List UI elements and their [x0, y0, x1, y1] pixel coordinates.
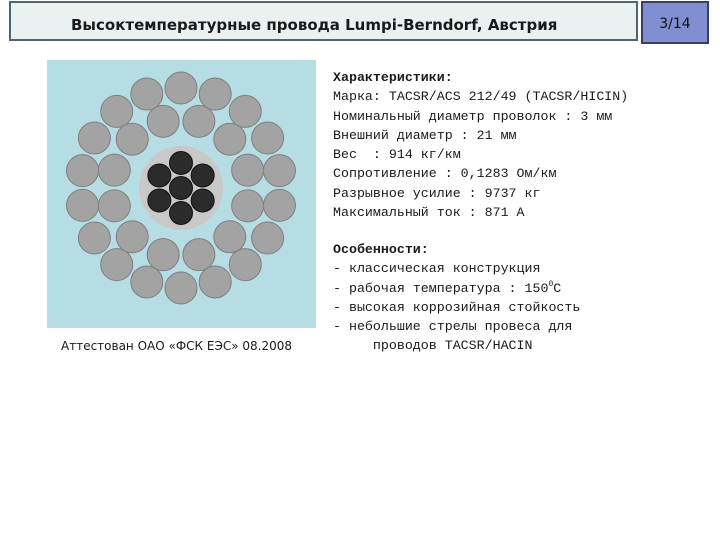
outer-wire: [229, 249, 261, 281]
characteristics-block: [333, 68, 628, 222]
middle-wire: [116, 221, 148, 253]
middle-wire: [183, 239, 215, 271]
spec-weight: Вес : 914 кг/км: [333, 147, 461, 163]
core-wire: [170, 202, 193, 225]
temperature-unit: С: [553, 280, 562, 296]
middle-wire: [98, 190, 130, 222]
outer-wire: [67, 189, 99, 221]
cable-cross-section-icon: [47, 60, 316, 328]
outer-wire: [78, 222, 110, 254]
outer-wire: [131, 266, 163, 298]
core-wire: [170, 152, 193, 175]
feature-low-sag: - небольшие стрелы провеса для: [333, 319, 573, 335]
feature-operating-temperature: [333, 279, 580, 298]
cable-cross-section-figure: [47, 60, 316, 328]
core-wire: [148, 164, 171, 187]
page-indicator: 3/14: [659, 16, 691, 32]
middle-wire: [147, 105, 179, 137]
feature-low-sag-continued: проводов TACSR/HACIN: [333, 338, 533, 354]
middle-wire: [232, 190, 264, 222]
features-heading: Особенности:: [333, 242, 429, 257]
spec-wire-diameter: Номинальный диаметр проволок : 3 мм: [333, 108, 613, 124]
outer-wire: [263, 189, 295, 221]
spec-breaking-force: Разрывное усилие : 9737 кг: [333, 185, 541, 201]
outer-wire: [263, 155, 295, 187]
spec-brand: Марка: TACSR/ACS 212/49 (TACSR/HICIN): [333, 89, 629, 105]
page-indicator-box: [641, 1, 709, 44]
outer-wire: [101, 249, 133, 281]
spec-outer-diameter: Внешний диаметр : 21 мм: [333, 127, 517, 143]
outer-wire: [67, 155, 99, 187]
spec-resistance: Сопротивление : 0,1283 Ом/км: [333, 166, 557, 182]
outer-wire: [131, 78, 163, 110]
outer-wire: [229, 95, 261, 127]
outer-wire: [78, 122, 110, 154]
middle-wire: [232, 154, 264, 186]
middle-wire: [214, 123, 246, 155]
middle-wire: [98, 154, 130, 186]
core-wire: [148, 189, 171, 212]
figure-caption: Аттестован ОАО «ФСК ЕЭС» 08.2008: [61, 339, 293, 353]
spec-max-current: Максимальный ток : 871 А: [333, 205, 525, 221]
core-wire: [191, 189, 214, 212]
middle-wire: [147, 239, 179, 271]
features-block: [333, 240, 580, 356]
middle-wire: [214, 221, 246, 253]
outer-wire: [199, 78, 231, 110]
outer-wire: [252, 222, 284, 254]
outer-wire: [165, 72, 197, 104]
middle-wire: [116, 123, 148, 155]
temperature-prefix: - рабочая температура : 150: [333, 280, 549, 296]
core-wire: [191, 164, 214, 187]
characteristics-heading: Характеристики:: [333, 70, 453, 85]
temperature-degree: 0: [548, 279, 554, 289]
middle-wire: [183, 105, 215, 137]
feature-corrosion-resistance: - высокая коррозийная стойкость: [333, 299, 581, 315]
feature-classic-design: - классическая конструкция: [333, 261, 541, 277]
outer-wire: [165, 272, 197, 304]
title-bar: [9, 1, 638, 41]
core-wire: [170, 177, 193, 200]
slide-title: Высоктемпературные провода Lumpi-Berndorf, Австрия: [71, 16, 558, 34]
outer-wire: [101, 95, 133, 127]
outer-wire: [199, 266, 231, 298]
outer-wire: [252, 122, 284, 154]
